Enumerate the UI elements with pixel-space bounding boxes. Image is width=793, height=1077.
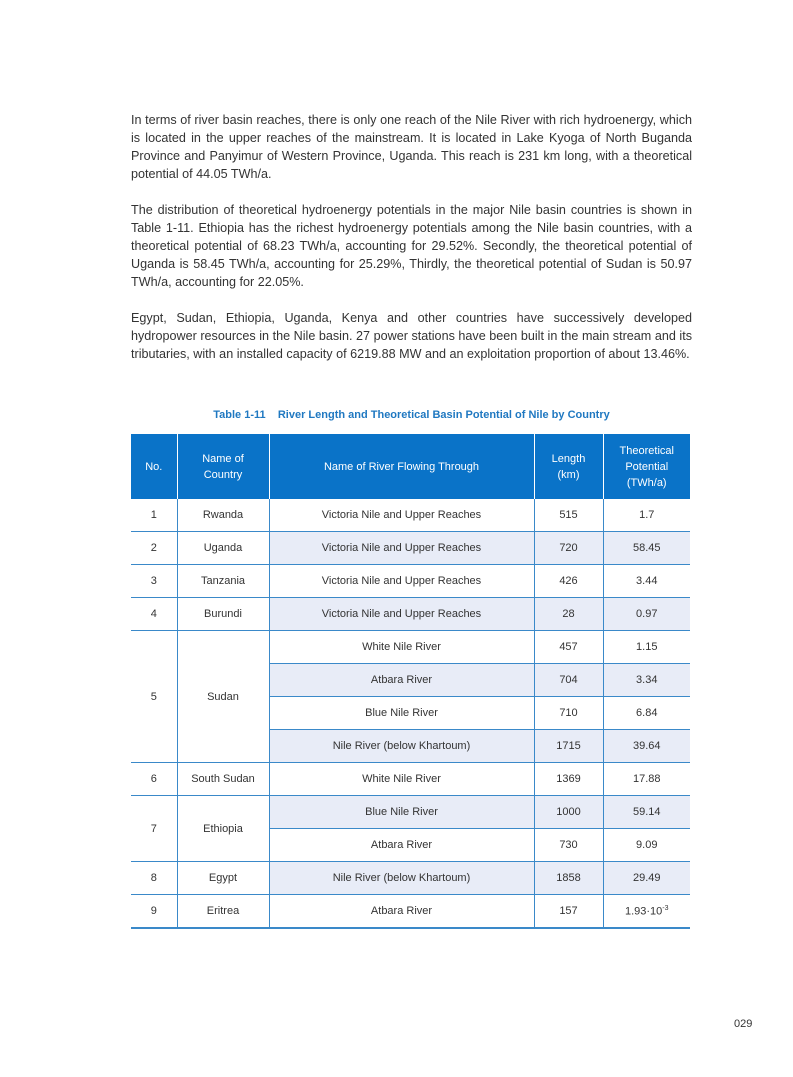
cell-country: Tanzania	[177, 565, 269, 598]
potential-exponent: -3	[662, 904, 669, 912]
cell-length: 1858	[534, 862, 603, 895]
cell-no: 7	[131, 796, 177, 862]
cell-country: Eritrea	[177, 895, 269, 929]
cell-country: Egypt	[177, 862, 269, 895]
cell-length: 457	[534, 631, 603, 664]
paragraph: The distribution of theoretical hydroenergy potentials in the major Nile basin countries is shown in Table 1-11. Ethiopia has the richest hydroenergy potentials among the Nile basin countries, with a theoretical potential of 68.23 TWh/a, accounting for 29.52%. Secondly, the theoretical potential of Uganda is 58.45 TWh/a, accounting for 25.29%, Thirdly, the theoretical potential of Sudan is 50.97 TWh/a, accounting for 22.05%.	[131, 203, 692, 289]
cell-potential: 59.14	[603, 796, 690, 829]
table-row	[131, 763, 690, 796]
cell-length: 426	[534, 565, 603, 598]
cell-country: Uganda	[177, 532, 269, 565]
cell-river: White Nile River	[269, 763, 534, 796]
cell-length: 704	[534, 664, 603, 697]
paragraph: In terms of river basin reaches, there is only one reach of the Nile River with rich hydroenergy, which is located in the upper reaches of the mainstream. It is located in Lake Kyoga of North Buganda Province and Panyimur of Western Province, Uganda. This reach is 231 km long, with a theoretical potential of 44.05 TWh/a.	[131, 113, 692, 181]
table-row	[131, 862, 690, 895]
cell-river: Victoria Nile and Upper Reaches	[269, 499, 534, 532]
potential-value: 1.93·10	[624, 905, 663, 918]
cell-no: 8	[131, 862, 177, 895]
table-row	[131, 796, 690, 829]
table-row	[131, 532, 690, 565]
river-table	[131, 434, 690, 929]
cell-river: Blue Nile River	[269, 796, 534, 829]
table-caption: Table 1-11 River Length and Theoretical Basin Potential of Nile by Country	[213, 409, 610, 421]
cell-country: Rwanda	[177, 499, 269, 532]
cell-river: Victoria Nile and Upper Reaches	[269, 598, 534, 631]
cell-river: Nile River (below Khartoum)	[269, 862, 534, 895]
cell-country: Sudan	[177, 631, 269, 763]
cell-country: Ethiopia	[177, 796, 269, 862]
cell-length: 720	[534, 532, 603, 565]
cell-length: 1369	[534, 763, 603, 796]
header-potential: Theoretical Potential (TWh/a)	[603, 434, 690, 499]
table-row	[131, 565, 690, 598]
cell-no: 2	[131, 532, 177, 565]
cell-river: Atbara River	[269, 664, 534, 697]
cell-potential: 29.49	[603, 862, 690, 895]
paragraph: Egypt, Sudan, Ethiopia, Uganda, Kenya and other countries have successively developed hydropower resources in the Nile basin. 27 power stations have been built in the main stream and its tributaries, with an installed capacity of 6219.88 MW and an exploitation proportion of about 13.46%.	[131, 311, 692, 361]
cell-no: 3	[131, 565, 177, 598]
cell-no: 4	[131, 598, 177, 631]
cell-river: Victoria Nile and Upper Reaches	[269, 532, 534, 565]
cell-river: Atbara River	[269, 895, 534, 929]
cell-no: 1	[131, 499, 177, 532]
cell-length: 1715	[534, 730, 603, 763]
cell-river: Blue Nile River	[269, 697, 534, 730]
cell-potential: 58.45	[603, 532, 690, 565]
cell-potential: 39.64	[603, 730, 690, 763]
cell-potential: 1.7	[603, 499, 690, 532]
cell-length: 157	[534, 895, 603, 929]
cell-no: 9	[131, 895, 177, 929]
cell-river: Victoria Nile and Upper Reaches	[269, 565, 534, 598]
cell-river: White Nile River	[269, 631, 534, 664]
cell-potential: 6.84	[603, 697, 690, 730]
cell-river: Nile River (below Khartoum)	[269, 730, 534, 763]
cell-length: 730	[534, 829, 603, 862]
cell-potential: 3.44	[603, 565, 690, 598]
header-no: No.	[131, 434, 177, 499]
cell-length: 710	[534, 697, 603, 730]
table-row	[131, 631, 690, 664]
cell-length: 515	[534, 499, 603, 532]
cell-river: Atbara River	[269, 829, 534, 862]
cell-country: South Sudan	[177, 763, 269, 796]
header-length: Length (km)	[534, 434, 603, 499]
cell-no: 5	[131, 631, 177, 763]
cell-potential: 1.15	[603, 631, 690, 664]
page-number: 029	[734, 1018, 753, 1030]
cell-potential: 3.34	[603, 664, 690, 697]
table-row	[131, 598, 690, 631]
cell-country: Burundi	[177, 598, 269, 631]
cell-potential	[603, 895, 690, 929]
cell-length: 28	[534, 598, 603, 631]
header-river: Name of River Flowing Through	[269, 434, 534, 499]
table-row	[131, 895, 690, 929]
header-country: Name of Country	[177, 434, 269, 499]
table-row	[131, 499, 690, 532]
cell-potential: 17.88	[603, 763, 690, 796]
cell-potential: 9.09	[603, 829, 690, 862]
cell-no: 6	[131, 763, 177, 796]
cell-potential: 0.97	[603, 598, 690, 631]
cell-length: 1000	[534, 796, 603, 829]
